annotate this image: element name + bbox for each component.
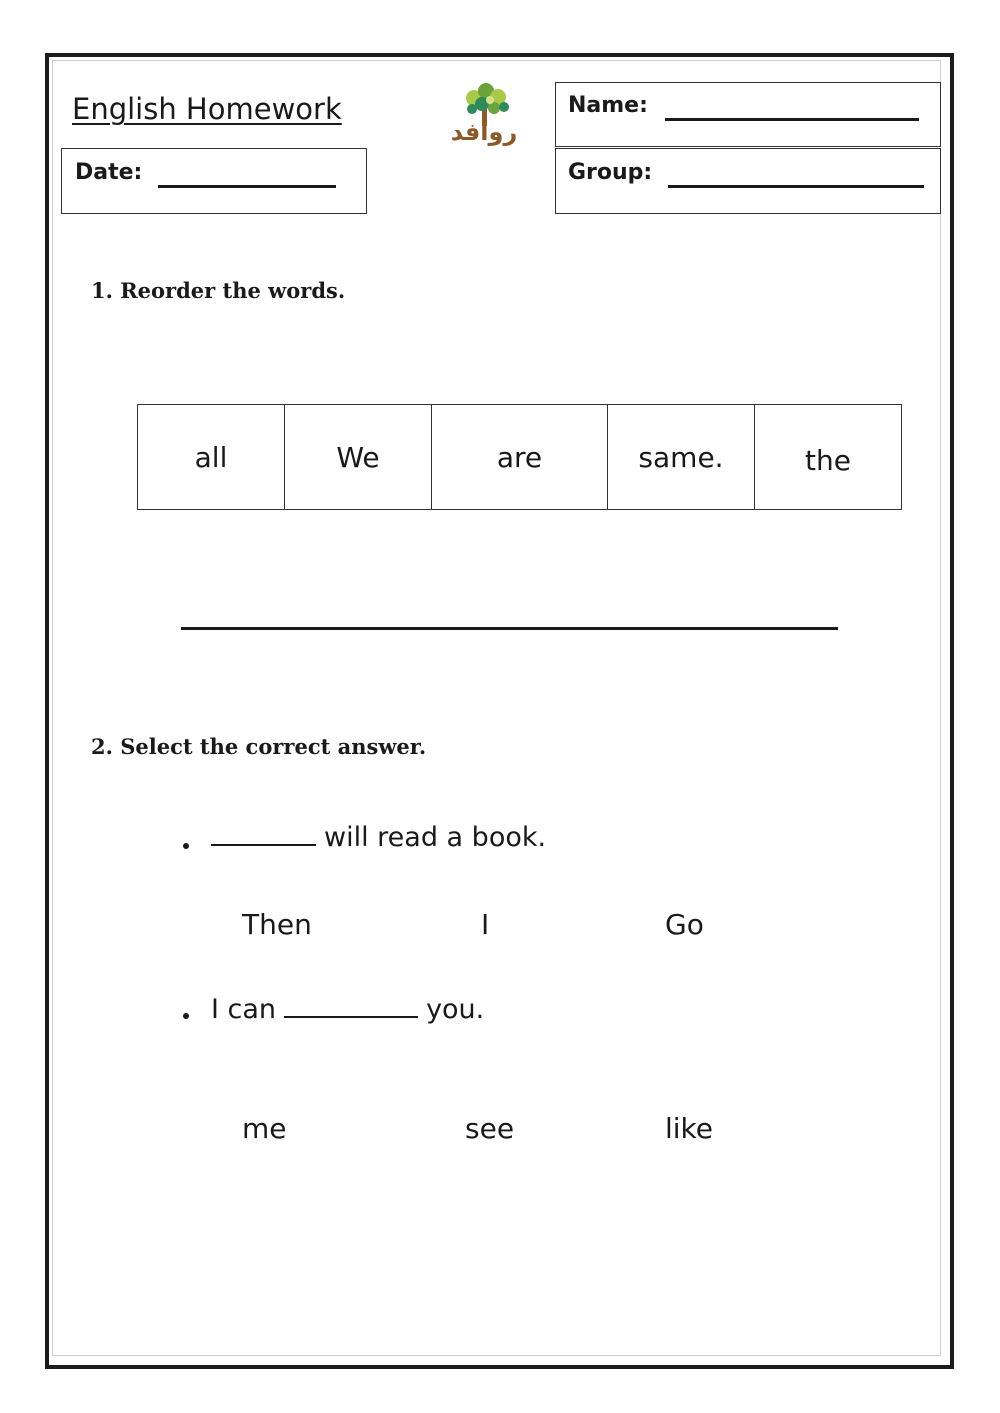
date-field[interactable] — [158, 185, 336, 188]
question-2-item-1 — [211, 822, 546, 853]
word-table — [137, 404, 902, 510]
logo-text: روافد — [450, 118, 518, 146]
answer-option[interactable]: Then — [242, 908, 312, 941]
page-inner-border — [52, 60, 941, 1356]
sentence-after: will read a book. — [324, 822, 547, 853]
name-field[interactable] — [665, 118, 919, 121]
word-card[interactable]: the — [805, 443, 851, 477]
page-title: English Homework — [72, 92, 342, 126]
name-label: Name: — [568, 93, 648, 118]
answer-blank[interactable] — [211, 843, 316, 846]
question-2-item-2 — [211, 994, 484, 1025]
word-card[interactable]: We — [285, 405, 432, 509]
answer-option[interactable]: see — [465, 1112, 515, 1145]
reorder-answer-line[interactable] — [181, 627, 838, 630]
school-logo — [430, 82, 538, 150]
bullet-point — [183, 843, 189, 849]
answer-option[interactable]: I — [481, 908, 490, 941]
group-label: Group: — [568, 160, 653, 185]
answer-option[interactable]: me — [242, 1112, 287, 1145]
word-card[interactable]: same. — [608, 405, 755, 509]
group-field[interactable] — [668, 185, 924, 188]
question-2-heading: 2. Select the correct answer. — [91, 734, 427, 759]
question-1-heading: 1. Reorder the words. — [91, 278, 346, 303]
word-card[interactable]: are — [432, 405, 608, 509]
answer-option[interactable]: Go — [665, 908, 704, 941]
answer-blank[interactable] — [284, 1015, 418, 1018]
word-card[interactable]: all — [138, 405, 285, 509]
tree-logo-icon — [430, 82, 538, 150]
date-label: Date: — [75, 160, 143, 185]
sentence-after: you. — [426, 994, 485, 1025]
answer-option[interactable]: like — [665, 1112, 714, 1145]
sentence-before: I can — [211, 994, 277, 1025]
bullet-point — [183, 1013, 189, 1019]
